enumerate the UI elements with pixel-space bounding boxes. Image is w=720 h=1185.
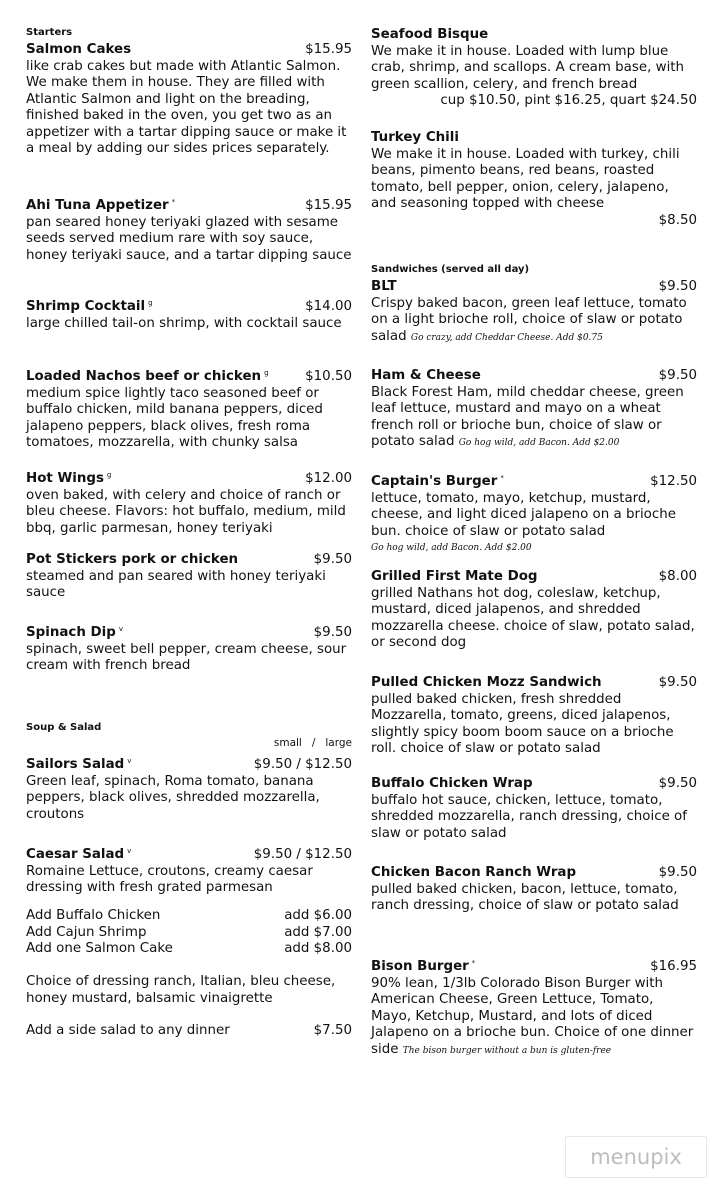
item-description: We make it in house. Loaded with lump blue crab, shrimp, and scallops. A cream base, with green scallion, celery, and french bread	[371, 43, 685, 92]
item-mark: v	[127, 847, 132, 855]
item-description: lettuce, tomato, mayo, ketchup, mustard, cheese, and light diced jalapeno on a brioche bun. choice of slaw or potato salad	[371, 490, 676, 539]
item-price: $9.50 / $12.50	[253, 757, 352, 772]
addon-row	[26, 908, 352, 925]
item-name: Buffalo Chicken Wrap	[371, 776, 533, 791]
menu-item	[371, 569, 697, 652]
menu-item	[371, 675, 697, 758]
item-name: Ahi Tuna Appetizer	[26, 198, 169, 213]
item-name: Chicken Bacon Ranch Wrap	[371, 865, 577, 880]
item-description: medium spice lightly taco seasoned beef or buffalo chicken, mild banana peppers, diced jalapeno peppers, black olives, fresh roma tomatoes, mozzarella, with chunky salsa	[26, 385, 323, 450]
item-description: Crispy baked bacon, green leaf lettuce, tomato on a light brioche roll, choice of slaw or potato salad	[371, 295, 687, 344]
item-name: Spinach Dip	[26, 625, 116, 640]
item-price: $9.50	[658, 776, 697, 791]
item-name: Loaded Nachos beef or chicken	[26, 369, 262, 384]
addon-price: add $6.00	[284, 908, 352, 923]
item-description: buffalo hot sauce, chicken, lettuce, tomato, shredded mozzarella, ranch dressing, choice of slaw or potato salad	[371, 792, 687, 841]
item-price: $9.50	[313, 625, 352, 640]
dressing-choices: Choice of dressing ranch, Italian, bleu cheese, honey mustard, balsamic vinaigrette	[26, 974, 336, 1006]
item-price: $14.00	[305, 299, 352, 314]
menu-item	[371, 368, 697, 452]
menu-item	[371, 776, 697, 842]
addon-row	[26, 941, 352, 958]
item-name: Pulled Chicken Mozz Sandwich	[371, 675, 602, 690]
section-title-starters: Starters	[26, 27, 73, 38]
item-description: pulled baked chicken, fresh shredded Mozzarella, tomato, greens, diced jalapenos, slightly spicy boom boom sauce on a brioche roll. choice of slaw or potato salad	[371, 691, 674, 756]
item-price: $12.50	[650, 474, 697, 489]
menu-item	[371, 470, 697, 557]
menupix-watermark: menupix	[565, 1136, 707, 1178]
menu-item	[371, 955, 697, 1059]
side-salad-row	[26, 1023, 352, 1040]
section-title-soup-salad: Soup & Salad	[26, 722, 102, 733]
item-name: Seafood Bisque	[371, 27, 489, 42]
item-name: BLT	[371, 279, 397, 294]
item-description: steamed and pan seared with honey teriyaki sauce	[26, 568, 326, 600]
item-price: $8.50	[658, 212, 697, 228]
menu-item	[26, 843, 352, 897]
item-name: Caesar Salad	[26, 847, 125, 862]
size-large-label: large	[325, 737, 352, 749]
item-mark: v	[127, 757, 132, 765]
item-description: pan seared honey teriyaki glazed with sesame seeds served medium rare with soy sauce, honey teriyaki sauce, and a tartar dipping sauce	[26, 214, 352, 263]
addon-row	[26, 925, 352, 942]
menu-item	[26, 194, 352, 264]
addon-label: Add Buffalo Chicken	[26, 908, 161, 923]
menu-item	[26, 552, 352, 602]
side-salad-label: Add a side salad to any dinner	[26, 1023, 230, 1038]
item-description: large chilled tail-on shrimp, with cocktail sauce	[26, 315, 342, 331]
item-description: We make it in house. Loaded with turkey, chili beans, pimento beans, red beans, roasted tomato, bell pepper, onion, celery, jalapeno, and seasoning topped with cheese	[371, 146, 680, 211]
item-price: $9.50	[658, 675, 697, 690]
item-price: $9.50	[313, 552, 352, 567]
menu-item	[26, 467, 352, 537]
menu-item	[26, 365, 352, 452]
menu-item-turkey-chili	[371, 130, 697, 229]
addon-list	[26, 908, 352, 958]
item-name: Bison Burger	[371, 959, 469, 974]
item-mark: *	[500, 474, 504, 482]
item-note: Go hog wild, add Bacon. Add $2.00	[458, 438, 620, 448]
item-price: $16.95	[650, 959, 697, 974]
item-description: Green leaf, spinach, Roma tomato, banana peppers, black olives, shredded mozzarella, croutons	[26, 773, 320, 822]
item-price: $9.50	[658, 279, 697, 294]
item-price: $9.50	[658, 865, 697, 880]
item-name: Pot Stickers pork or chicken	[26, 552, 239, 567]
size-small-label: small	[273, 737, 302, 749]
item-mark: g	[264, 369, 269, 377]
menu-item-seafood-bisque	[371, 27, 697, 110]
item-mark: v	[118, 625, 123, 633]
size-separator: /	[311, 737, 316, 749]
item-description: like crab cakes but made with Atlantic Salmon. We make them in house. They are filled with Atlantic Salmon and light on the breading, finished baked in the oven, you get two as an appetizer with a tartar dipping sauce or make it a meal by adding our sides prices separately.	[26, 58, 347, 156]
addon-label: Add one Salmon Cake	[26, 941, 173, 956]
menu-item	[371, 279, 697, 346]
item-name: Hot Wings	[26, 471, 104, 486]
item-description: 90% lean, 1/3lb Colorado Bison Burger with American Cheese, Green Lettuce, Tomato, Mayo, Ketchup, Mustard, and lots of diced Jalapeno on a brioche bun. Choice of one dinner side	[371, 975, 694, 1057]
size-header	[26, 737, 362, 750]
item-name: Grilled First Mate Dog	[371, 569, 538, 584]
item-name: Shrimp Cocktail	[26, 299, 146, 314]
addon-label: Add Cajun Shrimp	[26, 924, 147, 940]
addon-price: add $8.00	[284, 941, 352, 956]
item-description: Romaine Lettuce, croutons, creamy caesar dressing with fresh grated parmesan	[26, 863, 313, 895]
item-description: spinach, sweet bell pepper, cream cheese, sour cream with french bread	[26, 641, 347, 673]
item-note: The bison burger without a bun is gluten-free	[402, 1045, 612, 1056]
item-mark: *	[171, 198, 176, 206]
section-title-sandwiches: Sandwiches (served all day)	[371, 264, 530, 275]
item-description: grilled Nathans hot dog, coleslaw, ketchup, mustard, diced jalapenos, and shredded mozzarella cheese. choice of slaw, potato salad, or second dog	[371, 585, 695, 650]
item-name: Sailors Salad	[26, 757, 125, 772]
item-price: $9.50 / $12.50	[253, 847, 352, 862]
item-name: Salmon Cakes	[26, 42, 132, 57]
item-price: $15.95	[305, 42, 352, 57]
menu-item	[26, 42, 352, 158]
item-mark: *	[471, 959, 476, 967]
item-mark: g	[106, 471, 112, 479]
item-note: Go hog wild, add Bacon. Add $2.00	[371, 543, 532, 553]
item-mark: g	[148, 299, 153, 307]
item-price: $10.50	[305, 369, 352, 384]
item-name: Turkey Chili	[371, 130, 459, 145]
side-salad-price: $7.50	[313, 1023, 352, 1038]
menu-item	[371, 865, 697, 915]
menu-item	[26, 753, 352, 823]
item-price: $9.50	[658, 368, 697, 383]
item-description: Black Forest Ham, mild cheddar cheese, green leaf lettuce, mustard and mayo on a wheat french roll or brioche bun, choice of slaw or potato salad	[371, 384, 684, 449]
item-name: Ham & Cheese	[371, 368, 481, 383]
menu-item	[26, 621, 352, 675]
item-description: pulled baked chicken, bacon, lettuce, tomato, ranch dressing, choice of slaw or potato salad	[371, 881, 679, 913]
item-note: Go crazy, add Cheddar Cheese. Add $0.75	[410, 332, 603, 343]
item-price: $15.95	[305, 198, 352, 213]
menu-item	[26, 295, 352, 332]
item-name: Captain's Burger	[371, 474, 498, 489]
addon-price: add $7.00	[284, 924, 352, 940]
item-price: $12.00	[305, 471, 352, 486]
item-price: $8.00	[658, 569, 697, 584]
item-price: cup $10.50, pint $16.25, quart $24.50	[440, 93, 697, 108]
item-description: oven baked, with celery and choice of ranch or bleu cheese. Flavors: hot buffalo, medium, mild bbq, garlic parmesan, honey teriyaki	[26, 487, 346, 536]
